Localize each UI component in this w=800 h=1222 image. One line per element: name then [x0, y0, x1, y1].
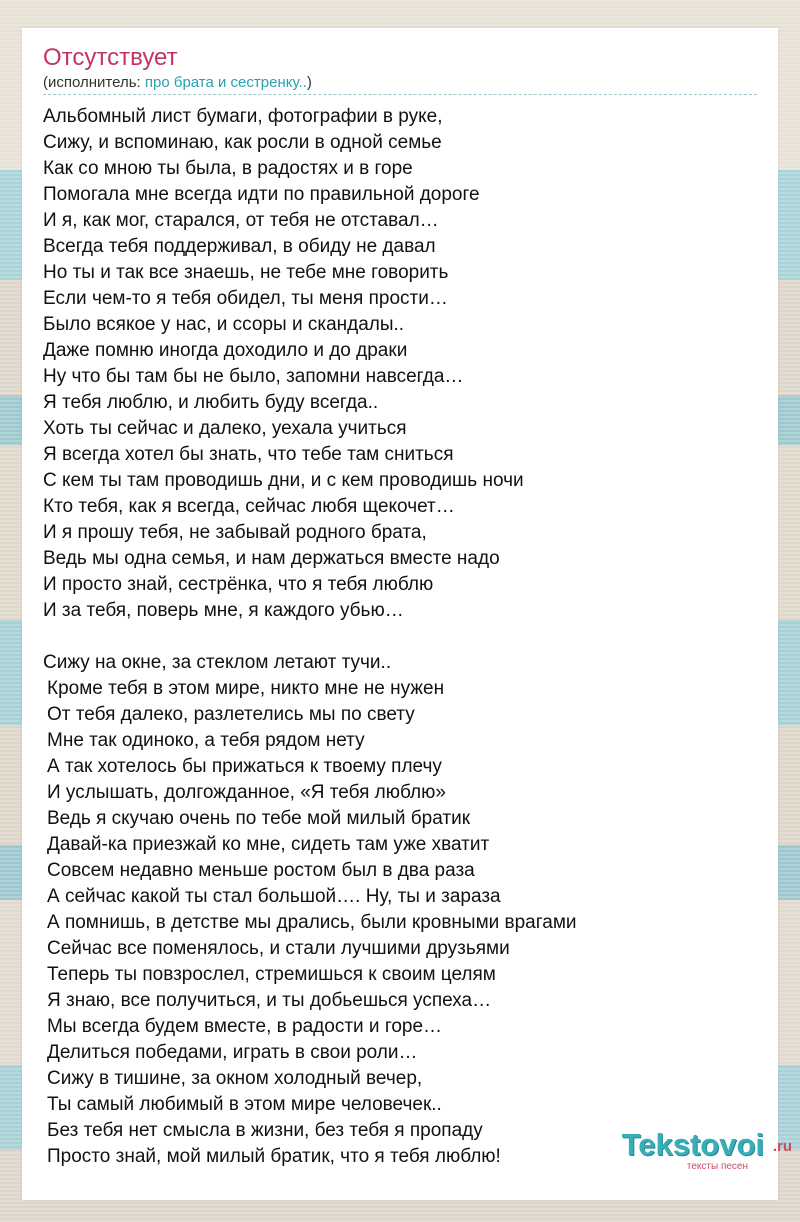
lyric-line: И я прошу тебя, не забывай родного брата,	[43, 522, 427, 543]
logo-name: Tekstovoi	[621, 1127, 764, 1162]
lyric-line: А сейчас какой ты стал большой…. Ну, ты и зараза	[47, 886, 501, 907]
lyric-line: И я, как мог, старался, от тебя не отставал…	[43, 210, 439, 231]
lyric-line: Было всякое у нас, и ссоры и скандалы..	[43, 314, 405, 335]
artist-suffix: )	[306, 74, 312, 91]
lyric-line: Хоть ты сейчас и далеко, уехала учиться	[43, 418, 407, 439]
lyric-line: Кроме тебя в этом мире, никто мне не нужен	[47, 678, 445, 699]
lyric-line: А так хотелось бы прижаться к твоему плечу	[47, 756, 442, 777]
lyric-line: Ну что бы там бы не было, запомни навсегда…	[43, 366, 464, 387]
verse-2	[43, 676, 763, 1170]
lyric-line: И за тебя, поверь мне, я каждого убью…	[43, 600, 404, 621]
lyric-line: Я всегда хотел бы знать, что тебе там сниться	[43, 444, 454, 465]
lyric-line: Совсем недавно меньше ростом был в два раза	[47, 860, 475, 881]
lyric-line: Ты самый любимый в этом мире человечек..	[47, 1094, 442, 1115]
lyric-line: Делиться победами, играть в свои роли…	[47, 1042, 418, 1063]
lyric-line: Теперь ты повзрослел, стремишься к своим целям	[47, 964, 496, 985]
lyric-line: Просто знай, мой милый братик, что я тебя люблю!	[47, 1146, 501, 1167]
lyric-line: И услышать, долгожданное, «Я тебя люблю»	[47, 782, 446, 803]
artist-link[interactable]: про брата и сестренку..	[144, 74, 307, 91]
artist-line	[43, 74, 312, 92]
lyric-line: Всегда тебя поддерживал, в обиду не давал	[43, 236, 436, 257]
lyric-line: Как со мною ты была, в радостях и в горе	[43, 158, 413, 179]
lyric-line: Сижу, и вспоминаю, как росли в одной семье	[43, 132, 442, 153]
lyric-line: И просто знай, сестрёнка, что я тебя люблю	[43, 574, 434, 595]
lyric-line: Ведь мы одна семья, и нам держаться вместе надо	[43, 548, 500, 569]
lyric-line: С кем ты там проводишь дни, и с кем проводишь ночи	[43, 470, 524, 491]
lyric-line: Я знаю, все получиться, и ты добьешься успеха…	[47, 990, 492, 1011]
artist-prefix: (исполнитель:	[43, 74, 145, 91]
lyric-line: Я тебя люблю, и любить буду всегда..	[43, 392, 379, 413]
lyric-line: Помогала мне всегда идти по правильной дороге	[43, 184, 480, 205]
lyric-line: Давай-ка приезжай ко мне, сидеть там уже хватит	[47, 834, 490, 855]
stanza-gap	[43, 624, 763, 650]
logo-tld: .ru	[772, 1138, 792, 1155]
verse-1	[43, 104, 763, 624]
lyric-line: Сижу в тишине, за окном холодный вечер,	[47, 1068, 423, 1089]
lyrics-card	[22, 28, 778, 1200]
song-title: Отсутствует	[43, 44, 178, 71]
site-logo[interactable]	[592, 1128, 792, 1172]
lyric-line: От тебя далеко, разлетелись мы по свету	[47, 704, 415, 725]
lyric-line: А помнишь, в детстве мы дрались, были кровными врагами	[47, 912, 577, 933]
lyric-line: Но ты и так все знаешь, не тебе мне говорить	[43, 262, 449, 283]
lyric-line: Если чем-то я тебя обидел, ты меня прости…	[43, 288, 448, 309]
lyric-line: Мне так одиноко, а тебя рядом нету	[47, 730, 365, 751]
lyric-line: Сейчас все поменялось, и стали лучшими друзьями	[47, 938, 510, 959]
title-divider	[43, 94, 757, 95]
lyric-line: Сижу на окне, за стеклом летают тучи..	[43, 652, 392, 673]
lyric-line: Мы всегда будем вместе, в радости и горе…	[47, 1016, 443, 1037]
logo-tagline: тексты песен	[686, 1161, 748, 1172]
lyric-line: Без тебя нет смысла в жизни, без тебя я пропаду	[47, 1120, 483, 1141]
lyrics-text	[43, 104, 763, 1170]
lyric-line: Ведь я скучаю очень по тебе мой милый братик	[47, 808, 471, 829]
lyric-line: Кто тебя, как я всегда, сейчас любя щекочет…	[43, 496, 455, 517]
lyric-line: Даже помню иногда доходило и до драки	[43, 340, 408, 361]
lyric-line: Альбомный лист бумаги, фотографии в руке,	[43, 106, 443, 127]
